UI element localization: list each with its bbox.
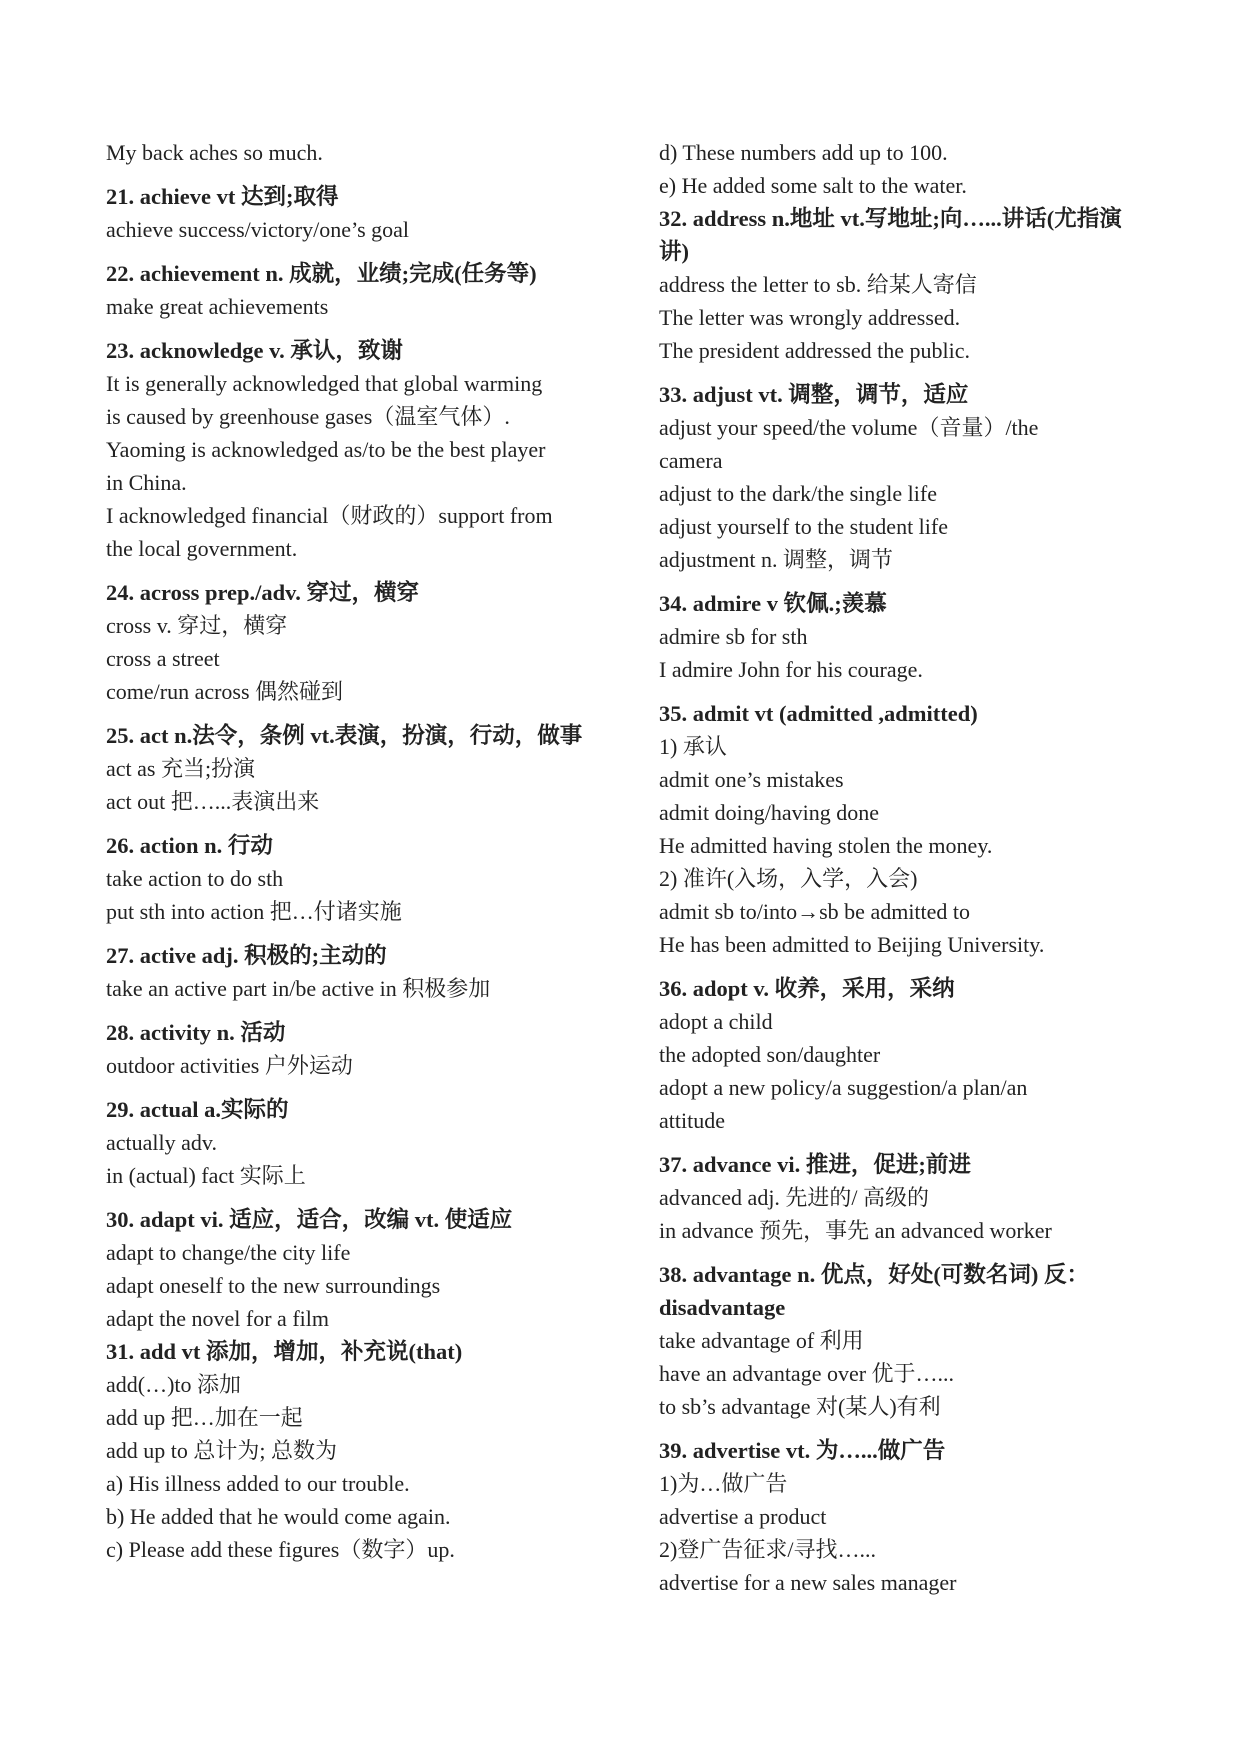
entry-line: 1)为…做广告 — [659, 1471, 788, 1496]
entry-line: address the letter to sb. 给某人寄信 — [659, 272, 977, 297]
entry-line: The president addressed the public. — [659, 338, 970, 363]
entry-line: achieve success/victory/one’s goal — [106, 217, 410, 242]
entry-heading: 39. advertise vt. 为…...做广告 — [659, 1438, 946, 1463]
entry-line: admit one’s mistakes — [659, 767, 844, 792]
entry-line: He admitted having stolen the money. — [659, 833, 993, 858]
vocab-entry — [659, 587, 1139, 686]
entry-line: admit sb to/into→sb be admitted to — [659, 899, 971, 924]
vocab-entry — [659, 136, 1139, 202]
entry-line: the local government. — [106, 536, 298, 561]
vocab-entry — [106, 1093, 626, 1192]
entry-heading: 26. action n. 行动 — [106, 833, 273, 858]
entry-heading: 21. achieve vt 达到;取得 — [106, 184, 339, 209]
entry-line: attitude — [659, 1108, 725, 1133]
left-column — [106, 136, 626, 1577]
vocab-entry — [106, 719, 626, 818]
entry-line: Yaoming is acknowledged as/to be the best player — [106, 437, 546, 462]
entry-line: add up to 总计为; 总数为 — [106, 1438, 337, 1463]
vocab-entry — [106, 1335, 626, 1566]
entry-heading: 37. advance vi. 推进，促进;前进 — [659, 1152, 971, 1177]
entry-heading: 31. add vt 添加，增加，补充说(that) — [106, 1339, 463, 1364]
entry-line: in (actual) fact 实际上 — [106, 1163, 306, 1188]
entry-line: adopt a child — [659, 1009, 773, 1034]
entry-line: in China. — [106, 470, 187, 495]
right-column — [659, 136, 1139, 1610]
entry-line: I admire John for his courage. — [659, 657, 923, 682]
entry-line: adapt oneself to the new surroundings — [106, 1273, 441, 1298]
entry-line: 2) 准许(入场，入学，入会) — [659, 866, 918, 891]
entry-line: the adopted son/daughter — [659, 1042, 881, 1067]
entry-line: take action to do sth — [106, 866, 284, 891]
entry-line: make great achievements — [106, 294, 329, 319]
entry-line: cross a street — [106, 646, 220, 671]
entry-line: a) His illness added to our trouble. — [106, 1471, 410, 1496]
entry-heading: 36. adopt v. 收养，采用，采纳 — [659, 976, 955, 1001]
entry-line: It is generally acknowledged that global warming — [106, 371, 543, 396]
entry-heading: 25. act n.法令，条例 vt.表演，扮演，行动，做事 — [106, 723, 583, 748]
entry-line: adjust your speed/the volume（音量）/the — [659, 415, 1039, 440]
entry-heading: 34. admire v 钦佩.;羡慕 — [659, 591, 887, 616]
entry-line: I acknowledged financial（财政的）support from — [106, 503, 553, 528]
entry-line: My back aches so much. — [106, 140, 323, 165]
vocab-entry — [659, 378, 1139, 576]
entry-line: have an advantage over 优于…... — [659, 1361, 955, 1386]
entry-line: camera — [659, 448, 723, 473]
vocab-entry — [106, 1203, 626, 1335]
entry-heading: 35. admit vt (admitted ,admitted) — [659, 701, 978, 726]
entry-heading: 24. across prep./adv. 穿过，横穿 — [106, 580, 419, 605]
entry-heading: 27. active adj. 积极的;主动的 — [106, 943, 387, 968]
entry-line: adjust yourself to the student life — [659, 514, 948, 539]
vocab-entry — [659, 972, 1139, 1137]
entry-line: add(…)to 添加 — [106, 1372, 242, 1397]
entry-heading: 33. adjust vt. 调整，调节，适应 — [659, 382, 969, 407]
vocab-entry — [106, 180, 626, 246]
vocab-entry — [106, 1016, 626, 1082]
entry-line: advertise a product — [659, 1504, 827, 1529]
entry-line: to sb’s advantage 对(某人)有利 — [659, 1394, 941, 1419]
vocab-entry — [659, 697, 1139, 961]
entry-line: He has been admitted to Beijing University. — [659, 932, 1045, 957]
entry-line: outdoor activities 户外运动 — [106, 1053, 353, 1078]
entry-heading: 32. address n.地址 vt.写地址;向…...讲话(尤指演讲) — [659, 206, 1122, 264]
vocab-entry — [659, 202, 1139, 367]
entry-line: actually adv. — [106, 1130, 217, 1155]
entry-heading: 38. advantage n. 优点，好处(可数名词) 反：disadvantage — [659, 1262, 1090, 1320]
vocab-entry — [659, 1434, 1139, 1599]
entry-line: adjustment n. 调整，调节 — [659, 547, 894, 572]
entry-heading: 29. actual a.实际的 — [106, 1097, 289, 1122]
entry-line: advertise for a new sales manager — [659, 1570, 957, 1595]
entry-line: put sth into action 把…付诸实施 — [106, 899, 402, 924]
vocab-entry — [659, 1258, 1139, 1423]
entry-line: The letter was wrongly addressed. — [659, 305, 961, 330]
entry-line: 1) 承认 — [659, 734, 727, 759]
entry-line: adopt a new policy/a suggestion/a plan/an — [659, 1075, 1028, 1100]
entry-line: admit doing/having done — [659, 800, 879, 825]
entry-heading: 22. achievement n. 成就，业绩;完成(任务等) — [106, 261, 537, 286]
vocab-entry — [106, 829, 626, 928]
entry-line: take advantage of 利用 — [659, 1328, 864, 1353]
entry-line: act out 把…...表演出来 — [106, 789, 320, 814]
entry-line: c) Please add these figures（数字）up. — [106, 1537, 455, 1562]
entry-line: b) He added that he would come again. — [106, 1504, 451, 1529]
vocab-entry — [659, 1148, 1139, 1247]
entry-line: in advance 预先，事先 an advanced worker — [659, 1218, 1052, 1243]
entry-line: add up 把…加在一起 — [106, 1405, 303, 1430]
entry-line: d) These numbers add up to 100. — [659, 140, 948, 165]
entry-line: take an active part in/be active in 积极参加 — [106, 976, 491, 1001]
entry-line: advanced adj. 先进的/ 高级的 — [659, 1185, 930, 1210]
vocab-entry — [106, 136, 626, 169]
vocab-entry — [106, 257, 626, 323]
entry-line: adapt to change/the city life — [106, 1240, 351, 1265]
entry-heading: 28. activity n. 活动 — [106, 1020, 286, 1045]
entry-line: e) He added some salt to the water. — [659, 173, 967, 198]
entry-line: adapt the novel for a film — [106, 1306, 329, 1331]
entry-line: is caused by greenhouse gases（温室气体）. — [106, 404, 510, 429]
entry-heading: 30. adapt vi. 适应，适合，改编 vt. 使适应 — [106, 1207, 513, 1232]
entry-heading: 23. acknowledge v. 承认，致谢 — [106, 338, 403, 363]
vocab-entry — [106, 334, 626, 565]
entry-line: act as 充当;扮演 — [106, 756, 256, 781]
vocab-entry — [106, 576, 626, 708]
entry-line: come/run across 偶然碰到 — [106, 679, 344, 704]
vocab-entry — [106, 939, 626, 1005]
entry-line: adjust to the dark/the single life — [659, 481, 937, 506]
entry-line: admire sb for sth — [659, 624, 808, 649]
entry-line: 2)登广告征求/寻找…... — [659, 1537, 876, 1562]
entry-line: cross v. 穿过，横穿 — [106, 613, 288, 638]
